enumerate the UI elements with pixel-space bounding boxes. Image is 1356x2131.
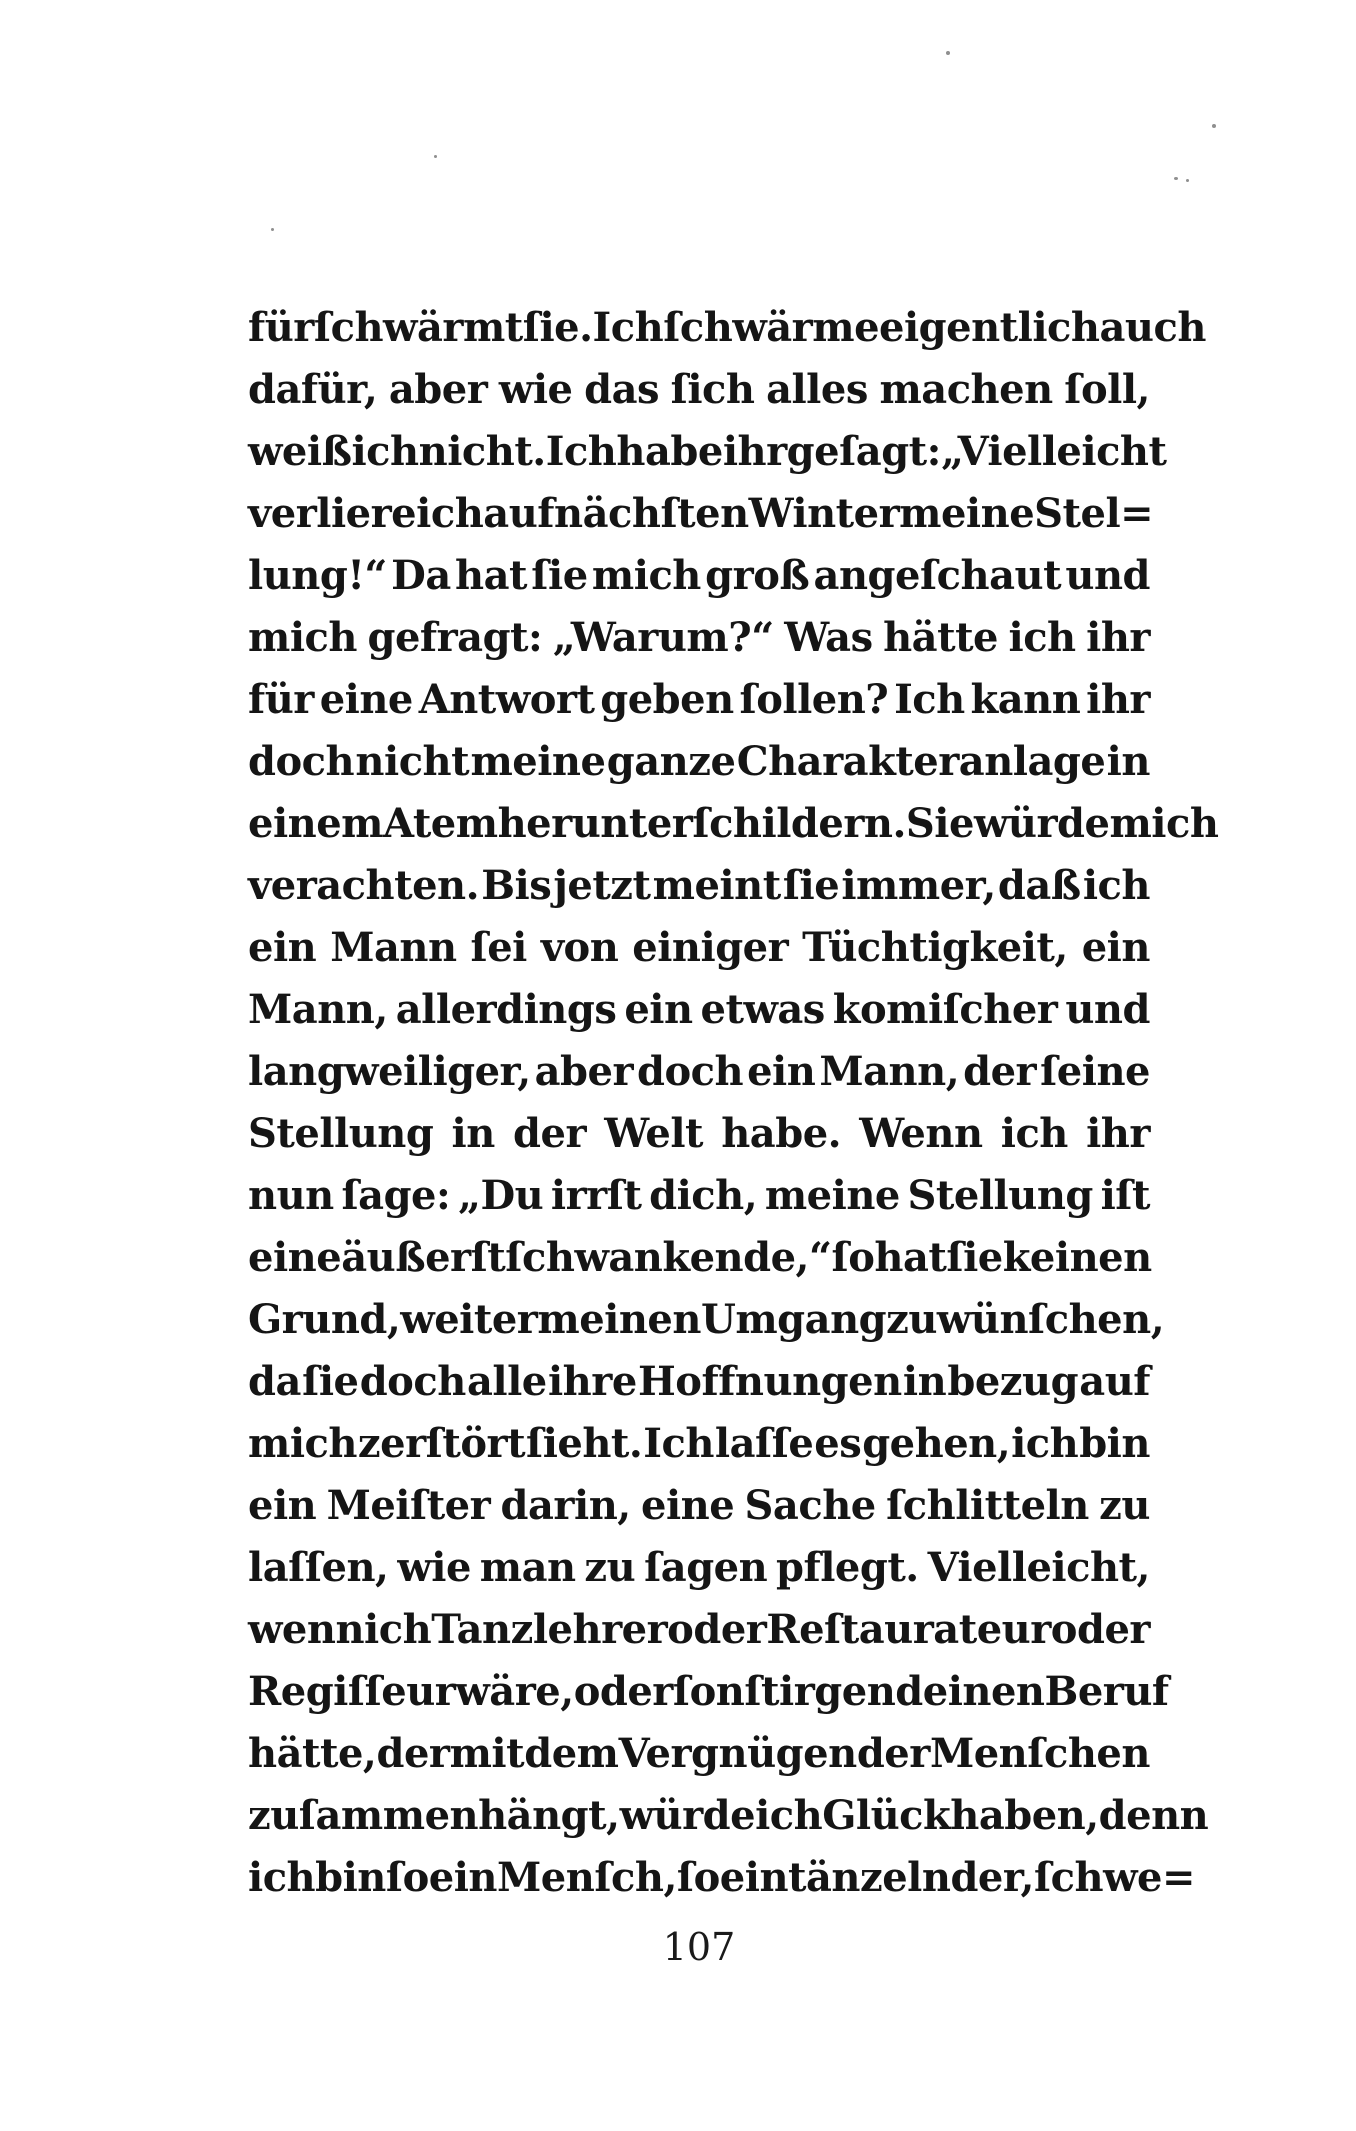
word: Grund,: [248, 1296, 401, 1343]
word: Vergnügen: [618, 1730, 857, 1777]
word: ein: [1081, 924, 1150, 971]
word: ſei: [470, 924, 527, 971]
word: meinen: [537, 1296, 701, 1343]
word: einiger: [632, 924, 789, 971]
word: nächſten: [554, 490, 749, 537]
word: „Vielleicht: [940, 428, 1167, 475]
word: doch: [637, 1048, 744, 1095]
scan-speck: [1186, 179, 1189, 182]
word: ein: [248, 1482, 317, 1529]
word: oder: [667, 1606, 767, 1653]
word: hätte: [883, 614, 998, 661]
word: meine: [470, 738, 606, 785]
word: Stel=: [1034, 490, 1154, 537]
word: ich: [1008, 614, 1076, 661]
word: und: [1065, 986, 1150, 1033]
word: in: [451, 1110, 495, 1157]
word: verachten.: [248, 862, 480, 909]
text-line: [248, 917, 1150, 979]
word: ich: [1000, 1110, 1068, 1157]
word: dafür,: [248, 366, 378, 413]
word: Winter: [748, 490, 900, 537]
word: ich: [248, 1854, 316, 1901]
word: Menſch,: [497, 1854, 677, 1901]
word: hat: [874, 1234, 947, 1281]
word: hat: [455, 552, 528, 599]
word: meint: [652, 862, 781, 909]
word: ſie: [302, 1358, 359, 1405]
word: tänzelnder,: [788, 1854, 1034, 1901]
text-line: [248, 1165, 1150, 1227]
word: habe.: [721, 1110, 842, 1157]
text-line: [248, 1289, 1165, 1351]
word: ganze: [606, 738, 736, 785]
word: auf: [1079, 1358, 1150, 1405]
word: aber: [388, 366, 488, 413]
word: mit: [449, 1730, 525, 1777]
word: komiſcher: [832, 986, 1058, 1033]
word: meine: [764, 1172, 900, 1219]
text-line: [248, 1041, 1150, 1103]
word: laſſe: [714, 1420, 814, 1467]
word: aber: [534, 1048, 634, 1095]
word: darin,: [500, 1482, 631, 1529]
word: Glück: [822, 1792, 951, 1839]
word: und: [1065, 552, 1150, 599]
word: zu: [584, 1544, 636, 1591]
text-line: [248, 297, 1206, 359]
word: Mann: [330, 924, 457, 971]
word: ſie.: [522, 304, 593, 351]
word: ſich: [670, 366, 755, 413]
word: Sache: [744, 1482, 876, 1529]
word: mich: [248, 614, 357, 661]
text-line: [248, 855, 1150, 917]
text-line: [248, 1599, 1150, 1661]
text-line: [248, 1661, 1169, 1723]
word: ihr: [1086, 614, 1150, 661]
page-number: 107: [662, 1925, 736, 1969]
word: ſchwe=: [1033, 1854, 1196, 1901]
word: würde: [973, 800, 1110, 847]
word: Da: [391, 552, 451, 599]
scan-speck: [271, 228, 274, 231]
word: Stellung: [907, 1172, 1093, 1219]
text-line: [248, 1537, 1150, 1599]
text-line: [248, 731, 1150, 793]
word: ein: [248, 924, 317, 971]
word: ſagen: [644, 1544, 768, 1591]
word: ſeine: [1040, 1048, 1150, 1095]
word: lung!“: [248, 552, 387, 599]
word: Menſchen: [929, 1730, 1150, 1777]
word: Regiſſeur: [248, 1668, 456, 1715]
scan-speck: [946, 51, 950, 55]
word: auf: [483, 490, 554, 537]
word: iſt: [1100, 1172, 1150, 1219]
word: gehen,: [862, 1420, 1011, 1467]
word: ſo: [831, 1234, 875, 1281]
word: Meiſter: [326, 1482, 491, 1529]
text-line: [248, 1103, 1150, 1165]
word: Reſtaurateur: [766, 1606, 1051, 1653]
word: wenn: [248, 1606, 365, 1653]
word: von: [540, 924, 619, 971]
word: ſchlitteln: [886, 1482, 1089, 1529]
word: dem: [524, 1730, 619, 1777]
word: allerdings: [395, 986, 617, 1033]
word: weiter: [400, 1296, 538, 1343]
word: Tanzlehrer: [431, 1606, 668, 1653]
word: ich: [351, 428, 419, 475]
text-line: [248, 793, 1219, 855]
word: mich: [248, 1420, 357, 1467]
word: ihr: [722, 428, 787, 475]
word: zu: [886, 1296, 937, 1343]
word: Umgang: [700, 1296, 887, 1343]
text-line: [248, 1475, 1150, 1537]
scan-speck: [434, 155, 437, 158]
text-line: [248, 421, 1167, 483]
word: geſagt:: [786, 428, 941, 475]
word: ſonſt: [672, 1668, 780, 1715]
word: ich: [1082, 862, 1150, 909]
text-line: [248, 545, 1150, 607]
word: angeſchaut: [813, 552, 1062, 599]
text-line: [248, 1723, 1150, 1785]
word: man: [479, 1544, 576, 1591]
word: würde: [619, 1792, 756, 1839]
word: hätte,: [248, 1730, 377, 1777]
scan-speck: [1174, 177, 1178, 180]
word: haben,: [950, 1792, 1099, 1839]
word: meine: [899, 490, 1035, 537]
word: ein: [428, 1854, 498, 1901]
word: „Warum?“: [552, 614, 774, 661]
word: Vielleicht,: [927, 1544, 1150, 1591]
word: denn: [1098, 1792, 1209, 1839]
word: kann: [970, 676, 1081, 723]
word: gefragt:: [367, 614, 543, 661]
word: Antwort: [418, 676, 595, 723]
word: immer,: [841, 862, 996, 909]
word: Ich: [592, 304, 664, 351]
word: zerſtört: [357, 1420, 526, 1467]
word: nicht.: [418, 428, 546, 475]
word: nun: [248, 1172, 334, 1219]
word: mich: [1109, 800, 1219, 847]
word: Ich: [894, 676, 965, 723]
word: in: [902, 1358, 947, 1405]
word: ſage:: [341, 1172, 451, 1219]
word: machen: [879, 366, 1053, 413]
word: Wenn: [859, 1110, 983, 1157]
word: oder: [1050, 1606, 1150, 1653]
word: Stellung: [248, 1110, 434, 1157]
word: da: [248, 1358, 301, 1405]
word: ſchwärmt: [313, 304, 523, 351]
word: bin: [1079, 1420, 1150, 1467]
word: der: [513, 1110, 587, 1157]
word: das: [584, 366, 659, 413]
word: weiß: [248, 428, 352, 475]
word: verliere: [248, 490, 417, 537]
text-line: [248, 1351, 1150, 1413]
word: äußerſt: [341, 1234, 506, 1281]
word: ſollen?: [739, 676, 889, 723]
text-line: [248, 359, 1150, 421]
word: Was: [784, 614, 873, 661]
text-line: [248, 483, 1154, 545]
word: für: [248, 304, 314, 351]
word: einem: [248, 800, 383, 847]
word: eine: [641, 1482, 735, 1529]
word: der: [856, 1730, 930, 1777]
word: jetzt: [553, 862, 651, 909]
word: herunterſchildern.: [497, 800, 906, 847]
word: ſchwankende,“: [505, 1234, 832, 1281]
word: bin: [315, 1854, 386, 1901]
word: wünſchen,: [936, 1296, 1165, 1343]
word: ſie: [782, 862, 840, 909]
word: ihr: [1086, 676, 1150, 723]
text-line: [248, 1227, 1150, 1289]
word: daß: [997, 862, 1081, 909]
word: ſo: [676, 1854, 720, 1901]
text-line: [248, 979, 1150, 1041]
word: doch: [248, 738, 355, 785]
word: geben: [600, 676, 734, 723]
text-line: [248, 1413, 1150, 1475]
scan-speck: [1212, 124, 1216, 128]
word: Tüchtigkeit,: [802, 924, 1068, 971]
text-line: [248, 1785, 1209, 1847]
word: Atem: [383, 800, 498, 847]
word: für: [248, 676, 314, 723]
word: Bis: [481, 862, 552, 909]
word: ich: [416, 490, 484, 537]
word: oder: [573, 1668, 673, 1715]
word: der: [376, 1730, 450, 1777]
word: der: [963, 1048, 1037, 1095]
word: ein: [624, 986, 693, 1033]
page-text: [248, 297, 1219, 1909]
word: wäre,: [455, 1668, 574, 1715]
word: nicht: [355, 738, 470, 785]
word: ich: [364, 1606, 432, 1653]
word: Charakteranlage: [736, 738, 1106, 785]
word: Welt: [604, 1110, 704, 1157]
word: wie: [397, 1544, 471, 1591]
word: wie: [498, 366, 573, 413]
word: ſie: [531, 552, 588, 599]
word: eine: [248, 1234, 342, 1281]
word: langweiliger,: [248, 1048, 531, 1095]
word: mich: [591, 552, 701, 599]
word: Beruf: [1044, 1668, 1169, 1715]
word: zu: [1099, 1482, 1150, 1529]
word: „Du: [457, 1172, 544, 1219]
word: es: [814, 1420, 862, 1467]
word: habe: [616, 428, 723, 475]
word: ihre: [547, 1358, 637, 1405]
word: Mann,: [248, 986, 388, 1033]
word: Ich: [545, 428, 617, 475]
word: ich: [1011, 1420, 1079, 1467]
word: ihr: [1086, 1110, 1150, 1157]
word: ich: [755, 1792, 823, 1839]
word: Hoffnungen: [638, 1358, 902, 1405]
word: irgendeinen: [779, 1668, 1045, 1715]
text-line: [248, 669, 1150, 731]
text-line: [248, 1847, 1196, 1909]
word: eine: [319, 676, 413, 723]
word: keinen: [1002, 1234, 1152, 1281]
word: auch: [1099, 304, 1206, 351]
word: doch: [359, 1358, 466, 1405]
word: groß: [705, 552, 810, 599]
word: alles: [766, 366, 868, 413]
word: ein: [719, 1854, 789, 1901]
word: pflegt.: [776, 1544, 919, 1591]
word: irrſt: [550, 1172, 642, 1219]
word: eigentlich: [879, 304, 1100, 351]
word: Sie: [905, 800, 974, 847]
word: ſo: [385, 1854, 429, 1901]
word: dich,: [649, 1172, 758, 1219]
word: Mann,: [819, 1048, 960, 1095]
word: ſieht.: [526, 1420, 643, 1467]
word: ein: [747, 1048, 816, 1095]
word: zuſammenhängt,: [248, 1792, 620, 1839]
word: ſchwärme: [663, 304, 880, 351]
word: ſoll,: [1064, 366, 1150, 413]
text-line: [248, 607, 1150, 669]
word: ſie: [946, 1234, 1003, 1281]
word: bezug: [947, 1358, 1079, 1405]
word: Ich: [643, 1420, 714, 1467]
word: laſſen,: [248, 1544, 389, 1591]
word: alle: [467, 1358, 547, 1405]
word: in: [1106, 738, 1150, 785]
word: etwas: [700, 986, 825, 1033]
